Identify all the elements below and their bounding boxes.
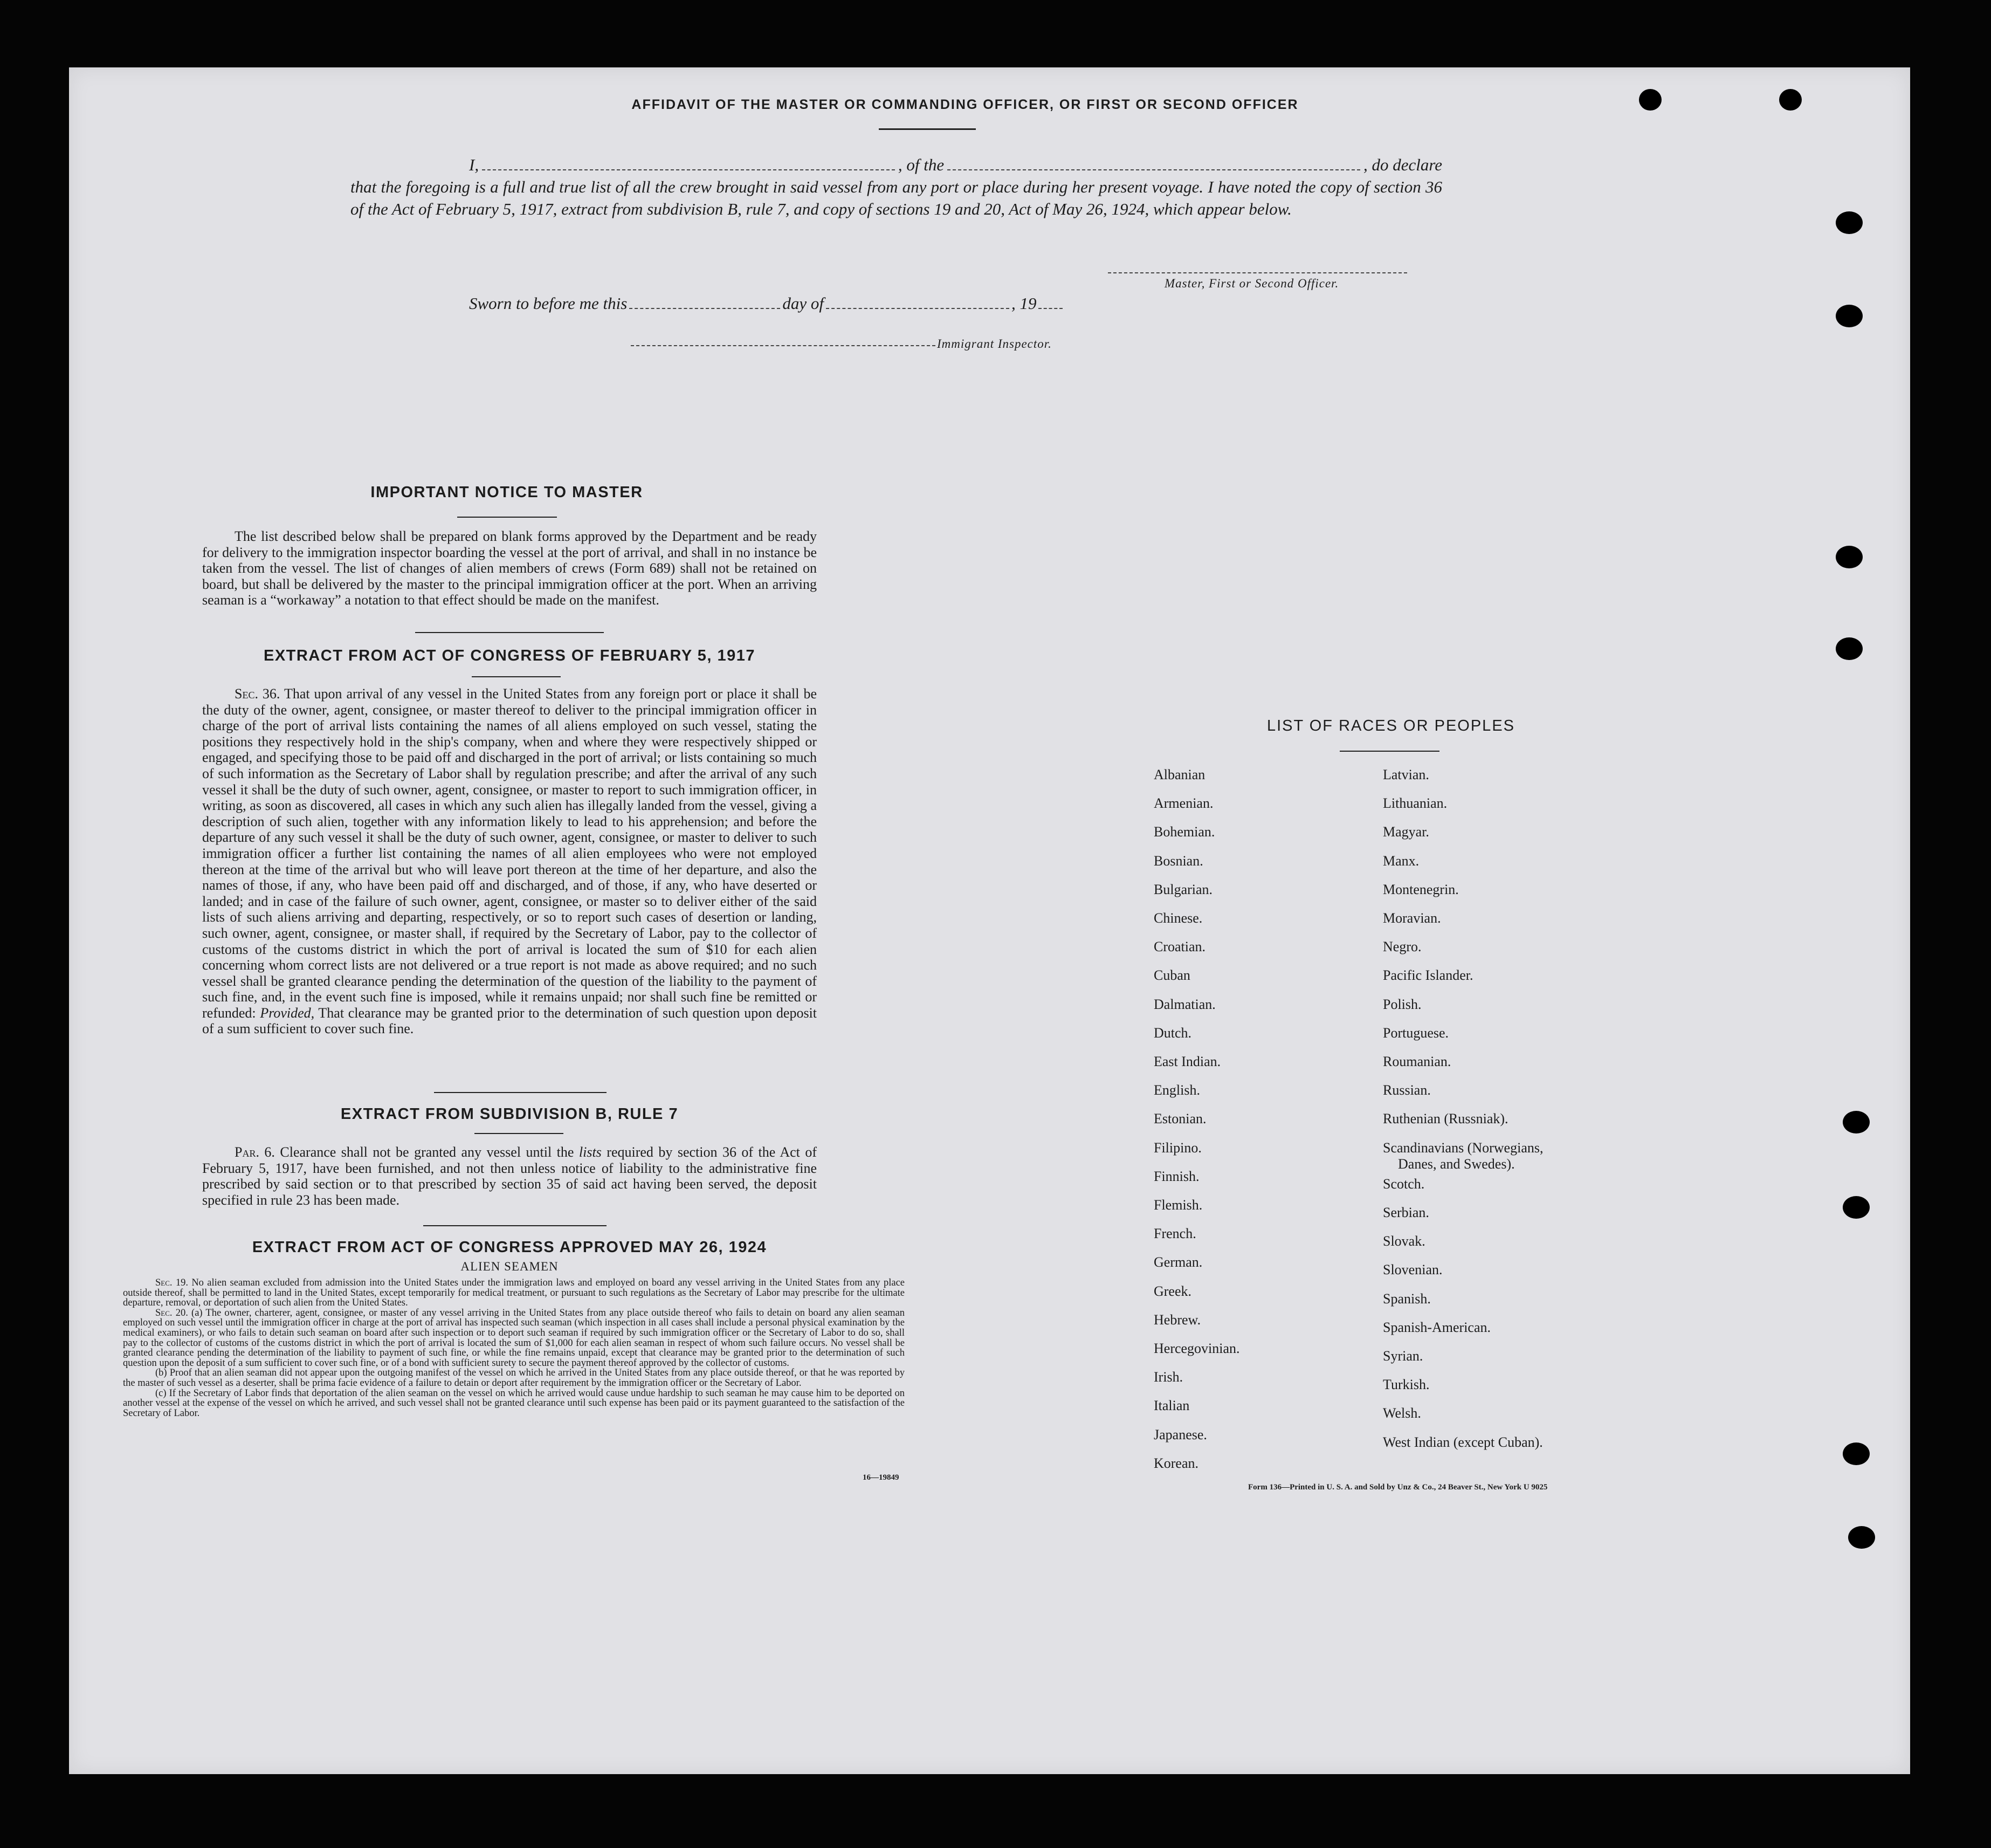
section-text: That upon arrival of any vessel in the United States from any foreign port or place it shall be the duty of the owner, agent, consignee, or master thereof to deliver to the principal immigration officer in charge of the port of arrival lists containing the names of all aliens employed on such vessel, stating the positions they respectively hold in the ship's company, when and where they were respectively shipped or engaged, and specifying those to be paid off and discharged in the port of arrival; or lists containing so much of such information as the Secretary of Labor shall by regulation prescribe; and after the arrival of any such vessel it shall be the duty of such owner, agent, consignee, or master to report to such immigration officer, in writing, as soon as discovered, all cases in which any such alien has illegally landed from the vessel, giving a description of such alien, together with any information likely to lead to his apprehension; and before the departure of any such vessel it shall be the duty of such owner, agent, consignee, or master to deliver to such immigration officer a further list containing the names of all alien employees who were not employed thereon at the time of the arrival but who will leave port thereon at the time of her departure, and also the names of those, if any, who have been paid off and discharged, and of those, if any, who have deserted or landed; and in case of the failure of such owner, agent, consignee, or master so to deliver either of the said lists of such aliens arriving and departing, respectively, or so to report such cases of desertion or landing, such owner, agent, consignee, or master shall, if required by the Secretary of Labor, pay to the collector of customs of the customs district in which the port of arrival is located the sum of $10 for each alien concerning whom correct lists are not delivered or a true report is not made as above required; and no such vessel shall be granted clearance pending the determination of the question of the liability to the payment of such fine, and, in the event such fine is imposed, while it remains unpaid; nor shall such fine be remitted or refunded: xyxy=(202,686,817,1021)
race-item: Greek. xyxy=(1154,1283,1192,1299)
affidavit-i: I, xyxy=(469,155,479,174)
race-item: Dalmatian. xyxy=(1154,997,1216,1012)
divider xyxy=(434,1092,607,1093)
race-item: Portuguese. xyxy=(1383,1025,1449,1041)
race-item: Moravian. xyxy=(1383,910,1441,926)
section-label: Sec. 20. xyxy=(155,1307,188,1318)
race-item: Hercegovinian. xyxy=(1154,1341,1240,1356)
act-1917-section-36 xyxy=(202,686,817,1037)
race-item: English. xyxy=(1154,1082,1200,1098)
punch-hole xyxy=(1843,1196,1870,1219)
race-item: Syrian. xyxy=(1383,1348,1423,1364)
affidavit-body xyxy=(350,154,1442,220)
race-item: Filipino. xyxy=(1154,1140,1202,1156)
race-item: Bulgarian. xyxy=(1154,882,1213,897)
divider xyxy=(415,632,604,633)
race-item: Slovenian. xyxy=(1383,1262,1443,1277)
race-item: Finnish. xyxy=(1154,1169,1200,1184)
race-item: Lithuanian. xyxy=(1383,795,1448,811)
race-item: Bohemian. xyxy=(1154,824,1215,840)
race-item: Croatian. xyxy=(1154,939,1206,954)
punch-hole xyxy=(1779,89,1802,111)
affidavit-first-line xyxy=(350,154,1442,176)
print-code: 16—19849 xyxy=(863,1473,899,1482)
race-item: Montenegrin. xyxy=(1383,882,1459,897)
section-20a xyxy=(123,1308,905,1369)
act-1917-title: EXTRACT FROM ACT OF CONGRESS OF FEBRUARY 5, 1917 xyxy=(263,647,756,664)
race-item: Chinese. xyxy=(1154,910,1203,926)
punch-hole xyxy=(1836,305,1863,327)
sworn-year: , 19 xyxy=(1011,294,1037,313)
race-item: Irish. xyxy=(1154,1369,1183,1385)
race-item: Italian xyxy=(1154,1398,1190,1413)
race-item: Cuban xyxy=(1154,967,1190,983)
affidavit-text: that the foregoing is a full and true list of all the crew brought in said vessel from any port or place during her present voyage. I have noted the copy of section 36 of the Act of February 5, 1917, extract from subdivision B, rule 7, and copy of sections 19 and 20, Act of May 26, 1924, which appear below. xyxy=(350,177,1442,218)
day-blank xyxy=(629,296,780,309)
punch-hole xyxy=(1848,1526,1875,1549)
race-item: Russian. xyxy=(1383,1082,1431,1098)
race-item: Japanese. xyxy=(1154,1427,1207,1442)
rule-text-end: required by section 36 of the Act of February 5, 1917, have been furnished, and not then unless notice of liability to the administrative fine prescribed by said section or to that prescribed by section 35 of said act having been served, the deposit specified in rule 23 has been made. xyxy=(202,1144,817,1208)
punch-hole xyxy=(1843,1111,1870,1133)
year-blank xyxy=(1038,296,1063,309)
race-item: Slovak. xyxy=(1383,1233,1425,1249)
affidavit-title: AFFIDAVIT OF THE MASTER OR COMMANDING OFFICER, OR FIRST OR SECOND OFFICER xyxy=(631,97,1299,112)
section-20a-text: (a) The owner, charterer, agent, consignee, or master of any vessel arriving in the United States from any place outside thereof who fails to detain on board any alien seaman employed on such vessel until the immigration officer in charge at the port of arrival has inspected such seaman (which inspection in all cases shall include a personal physical examination by the medical examiners), or who fails to detain such seaman on board after such inspection or to deport such seaman if required by such immigration officer or the Secretary of Labor to do so, shall pay to the collector of customs of the customs district in which the port of arrival is located the sum of $1,000 for each alien seaman in respect of whom such failure occurs. No vessel shall be granted clearance pending the determination of the liability to payment of such fine, or while the fine remains unpaid, except that clearance may be granted prior to the determination of such question upon the deposit of a sum sufficient to cover such fine, or of a bond with sufficient surety to secure the payment thereof approved by the collector of customs. xyxy=(123,1307,905,1369)
race-item: Serbian. xyxy=(1383,1205,1429,1220)
rule-7-title: EXTRACT FROM SUBDIVISION B, RULE 7 xyxy=(340,1105,679,1123)
race-item: Spanish. xyxy=(1383,1291,1431,1307)
race-item: Estonian. xyxy=(1154,1111,1207,1126)
divider xyxy=(472,676,561,677)
act-1924-subtitle: ALIEN SEAMEN xyxy=(460,1260,559,1273)
race-item: Roumanian. xyxy=(1383,1054,1451,1069)
race-item: Dutch. xyxy=(1154,1025,1192,1041)
sworn-prefix: Sworn to before me this xyxy=(469,294,628,313)
divider xyxy=(1340,751,1439,752)
master-signature-line xyxy=(1108,272,1407,273)
section-label: Sec. 36. xyxy=(235,686,280,702)
affidavit-declare: , do declare xyxy=(1363,155,1443,174)
divider xyxy=(457,517,557,518)
notice-text: The list described below shall be prepared on blank forms approved by the Department and be ready for delivery to the immigration inspector boarding the vessel at the port of arrival, and shall in no instance be taken from the vessel. The list of changes of alien members of crews (Form 689) shall not be retained on board, but shall be delivered by the master to the principal immigration officer at the port. When an arriving seaman is a “workaway” a notation to that effect should be made on the manifest. xyxy=(202,528,817,608)
rule-7-paragraph xyxy=(202,1144,817,1208)
race-item: Danes, and Swedes). xyxy=(1398,1156,1515,1172)
master-caption: Master, First or Second Officer. xyxy=(1165,277,1339,290)
divider xyxy=(879,128,976,130)
race-item: Armenian. xyxy=(1154,795,1214,811)
inspector-caption: Immigrant Inspector. xyxy=(937,337,1052,351)
race-item: French. xyxy=(1154,1226,1196,1241)
race-item: Hebrew. xyxy=(1154,1312,1201,1328)
sworn-day: day of xyxy=(782,294,824,313)
vessel-blank xyxy=(947,157,1360,170)
inspector-signature-line xyxy=(631,345,935,346)
race-item: Scandinavians (Norwegians, xyxy=(1383,1140,1544,1156)
race-item: German. xyxy=(1154,1254,1203,1270)
divider xyxy=(474,1133,563,1134)
race-item: Pacific Islander. xyxy=(1383,967,1473,983)
act-1924-text xyxy=(123,1278,905,1418)
section-label: Sec. 19. xyxy=(155,1277,188,1288)
divider xyxy=(423,1225,607,1226)
race-item: Negro. xyxy=(1383,939,1422,954)
provided-word: Provided, xyxy=(260,1005,315,1021)
section-19 xyxy=(123,1278,905,1308)
race-item: Latvian. xyxy=(1383,767,1429,782)
race-item: Flemish. xyxy=(1154,1197,1203,1213)
punch-hole xyxy=(1843,1442,1870,1465)
race-item: Korean. xyxy=(1154,1455,1199,1471)
race-item: East Indian. xyxy=(1154,1054,1221,1069)
punch-hole xyxy=(1836,211,1863,234)
race-item: Scotch. xyxy=(1383,1176,1425,1192)
section-text-end: That clearance may be granted prior to the determination of such question upon deposit of a sum sufficient to cover such fine. xyxy=(202,1005,817,1037)
punch-hole xyxy=(1836,546,1863,568)
sworn-line xyxy=(469,294,1132,313)
punch-hole xyxy=(1836,637,1863,660)
race-item: Bosnian. xyxy=(1154,853,1203,869)
race-item: Polish. xyxy=(1383,997,1422,1012)
act-1924-title: EXTRACT FROM ACT OF CONGRESS APPROVED MAY 26, 1924 xyxy=(252,1239,767,1256)
race-item: Turkish. xyxy=(1383,1377,1430,1392)
race-item: West Indian (except Cuban). xyxy=(1383,1434,1543,1450)
month-blank xyxy=(826,296,1009,309)
races-title: LIST OF RACES OR PEOPLES xyxy=(1266,717,1515,734)
form-footer: Form 136—Printed in U. S. A. and Sold by Unz & Co., 24 Beaver St., New York U 9025 xyxy=(1248,1483,1548,1492)
notice-title: IMPORTANT NOTICE TO MASTER xyxy=(370,484,643,501)
paragraph-label: Par. 6. xyxy=(235,1144,275,1160)
race-item: Manx. xyxy=(1383,853,1420,869)
lists-word: lists xyxy=(578,1144,602,1160)
section-20c: (c) If the Secretary of Labor finds that deportation of the alien seaman on the vessel on which he arrived would cause undue hardship to such seaman he may cause him to be deported on another vessel at the expense of the vessel on which he arrived, and such vessel shall not be granted clearance until such expense has been paid or its payment guaranteed to the satisfaction of the Secretary of Labor. xyxy=(123,1387,905,1419)
race-item: Albanian xyxy=(1154,767,1205,782)
rule-text: Clearance shall not be granted any vessel until the xyxy=(280,1144,574,1160)
name-blank xyxy=(482,157,895,170)
race-item: Welsh. xyxy=(1383,1405,1421,1421)
race-item: Ruthenian (Russniak). xyxy=(1383,1111,1508,1126)
punch-hole xyxy=(1639,89,1662,111)
section-20b: (b) Proof that an alien seaman did not appear upon the outgoing manifest of the vessel on which he arrived in the United States from any place outside thereof, or that he was reported by the master of such vessel as a deserter, shall be prima facie evidence of a failure to detain or deport after requirement by the immigration officer or the Secretary of Labor. xyxy=(123,1368,905,1389)
race-item: Spanish-American. xyxy=(1383,1320,1491,1335)
affidavit-of-the: , of the xyxy=(898,155,945,174)
section-19-text: No alien seaman excluded from admission into the United States under the immigration laws and employed on board any vessel arriving in the United States from any place outside thereof, shall be permitted to land in the United States, except temporarily for medical treatment, or pursuant to such regulations as the Secretary of Labor may prescribe for the ultimate departure, removal, or deportation of such alien from the United States. xyxy=(123,1277,905,1309)
race-item: Magyar. xyxy=(1383,824,1429,840)
